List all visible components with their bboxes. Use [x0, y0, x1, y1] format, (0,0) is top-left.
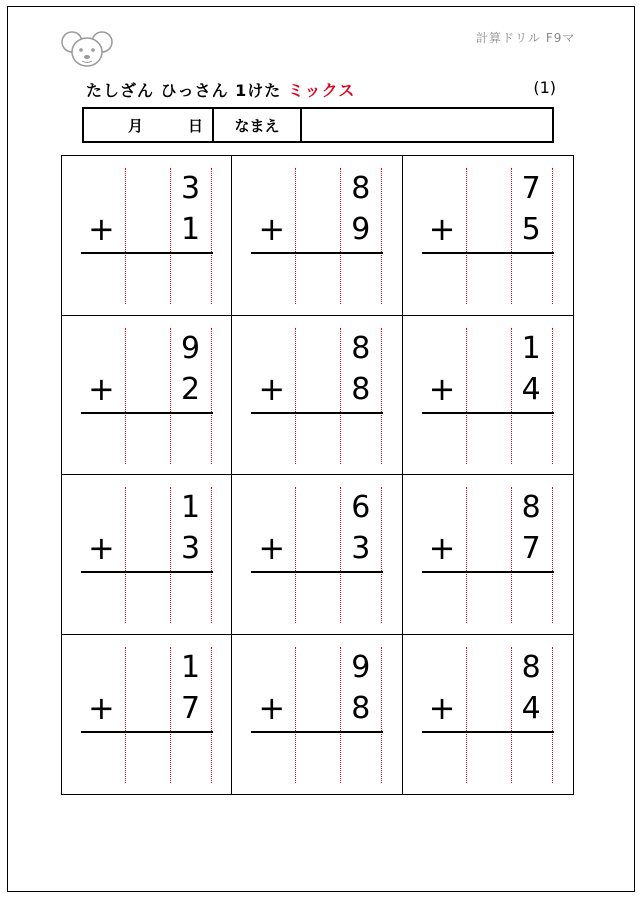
problem-cell[interactable] [62, 316, 232, 476]
bottom-number: 5 [521, 212, 541, 247]
guide-line [381, 328, 382, 464]
problem-cell[interactable] [62, 156, 232, 316]
name-field[interactable] [302, 109, 552, 141]
top-number: 1 [521, 330, 541, 366]
answer-rule [251, 412, 383, 414]
mouse-logo-icon [60, 26, 114, 70]
plus-sign: + [88, 688, 115, 727]
top-number: 9 [180, 330, 201, 366]
problem-grid [61, 155, 574, 795]
guide-line [466, 168, 467, 304]
title-accent-text: ミックス [287, 81, 356, 100]
plus-sign: + [258, 369, 286, 408]
date-field[interactable] [84, 109, 214, 141]
guide-line [211, 487, 212, 623]
bottom-number: 7 [521, 531, 541, 566]
guide-line [211, 647, 212, 783]
problem-cell[interactable] [232, 475, 402, 635]
guide-line [125, 647, 126, 783]
title-row [86, 78, 556, 102]
problem-cell[interactable] [403, 316, 573, 476]
guide-line [381, 647, 382, 783]
bottom-number: 9 [351, 212, 371, 247]
guide-line [552, 647, 553, 783]
plus-sign: + [428, 369, 456, 408]
answer-rule [81, 731, 213, 733]
problem-cell[interactable] [403, 156, 573, 316]
top-number: 3 [180, 171, 201, 206]
problem-cell[interactable] [232, 156, 402, 316]
top-number: 9 [351, 649, 371, 685]
name-label: なまえ [214, 109, 302, 141]
problem-cell[interactable] [62, 635, 232, 795]
guide-line [125, 487, 126, 623]
guide-line [211, 168, 212, 304]
guide-line [295, 168, 296, 304]
bottom-number: 8 [351, 690, 371, 726]
brand-label: 計算ドリル F9マ [476, 31, 576, 45]
bottom-number: 2 [180, 371, 201, 407]
plus-sign: + [428, 688, 456, 727]
title-main-text: たしざん ひっさん 1けた [86, 81, 288, 100]
bottom-number: 8 [351, 371, 371, 407]
month-label: 月 [128, 117, 144, 135]
bottom-number: 1 [180, 212, 201, 247]
name-date-box [82, 107, 554, 143]
guide-line [295, 487, 296, 623]
bottom-number: 4 [521, 690, 541, 726]
guide-line [211, 328, 212, 464]
top-number: 8 [351, 330, 371, 366]
answer-rule [81, 412, 213, 414]
answer-rule [422, 571, 554, 573]
top-number: 8 [351, 171, 371, 206]
bottom-number: 3 [180, 531, 201, 566]
bottom-number: 7 [180, 690, 201, 726]
answer-rule [81, 252, 213, 254]
top-number: 7 [521, 171, 541, 206]
guide-line [466, 647, 467, 783]
guide-line [466, 328, 467, 464]
guide-line [125, 328, 126, 464]
guide-line [125, 168, 126, 304]
top-number: 6 [351, 490, 371, 525]
plus-sign: + [88, 369, 115, 408]
guide-line [466, 487, 467, 623]
day-label: 日 [188, 117, 204, 135]
answer-rule [422, 252, 554, 254]
answer-rule [422, 412, 554, 414]
top-number: 1 [180, 649, 201, 685]
problem-cell[interactable] [232, 316, 402, 476]
plus-sign: + [88, 529, 115, 567]
answer-rule [81, 571, 213, 573]
bottom-number: 4 [521, 371, 541, 407]
top-number: 8 [521, 649, 541, 685]
plus-sign: + [428, 210, 456, 248]
guide-line [381, 487, 382, 623]
problem-cell[interactable] [403, 475, 573, 635]
plus-sign: + [258, 210, 286, 248]
guide-line [381, 168, 382, 304]
answer-rule [422, 731, 554, 733]
guide-line [552, 328, 553, 464]
problem-cell[interactable] [62, 475, 232, 635]
bottom-number: 3 [351, 531, 371, 566]
answer-rule [251, 252, 383, 254]
plus-sign: + [258, 529, 286, 567]
guide-line [295, 328, 296, 464]
problem-cell[interactable] [403, 635, 573, 795]
answer-rule [251, 571, 383, 573]
guide-line [552, 487, 553, 623]
top-number: 1 [180, 490, 201, 525]
top-number: 8 [521, 490, 541, 525]
page-title [86, 78, 355, 101]
plus-sign: + [428, 529, 456, 567]
problem-cell[interactable] [232, 635, 402, 795]
guide-line [295, 647, 296, 783]
answer-rule [251, 731, 383, 733]
plus-sign: + [258, 688, 286, 727]
plus-sign: + [88, 210, 115, 248]
guide-line [552, 168, 553, 304]
sheet-number: (1) [533, 78, 556, 97]
